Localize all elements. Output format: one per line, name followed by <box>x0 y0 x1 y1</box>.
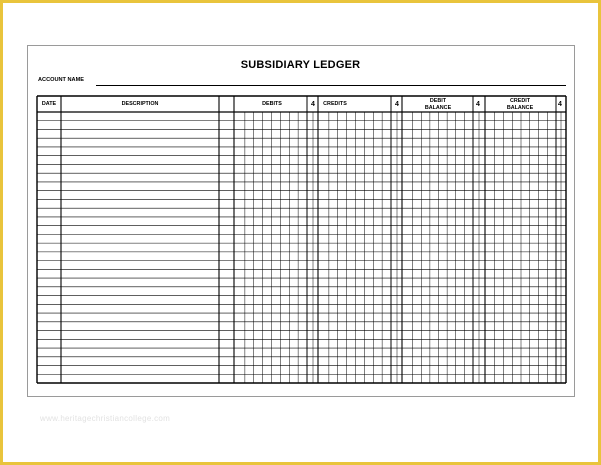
header-debit-balance-line1: DEBIT <box>429 98 447 104</box>
header-credits-cents-marker: 4 <box>395 101 399 108</box>
header-credit-balance-line1: CREDIT <box>509 98 531 104</box>
header-debits-cents-marker: 4 <box>311 101 315 108</box>
header-debits: DEBITS <box>262 101 282 107</box>
header-description: DESCRIPTION <box>121 101 159 107</box>
page-title: SUBSIDIARY LEDGER <box>240 59 361 71</box>
header-credits: CREDITS <box>323 101 347 107</box>
account-name-label: ACCOUNT NAME <box>38 77 84 83</box>
header-credit-balance-cents-marker: 4 <box>558 101 562 108</box>
header-credit-balance-line2: BALANCE <box>506 105 534 111</box>
ledger-grid <box>37 96 566 383</box>
header-debit-balance-cents-marker: 4 <box>476 101 480 108</box>
header-date: DATE <box>41 101 57 107</box>
watermark-text: www.heritagechristiancollege.com <box>40 414 171 423</box>
header-debit-balance-line2: BALANCE <box>424 105 452 111</box>
